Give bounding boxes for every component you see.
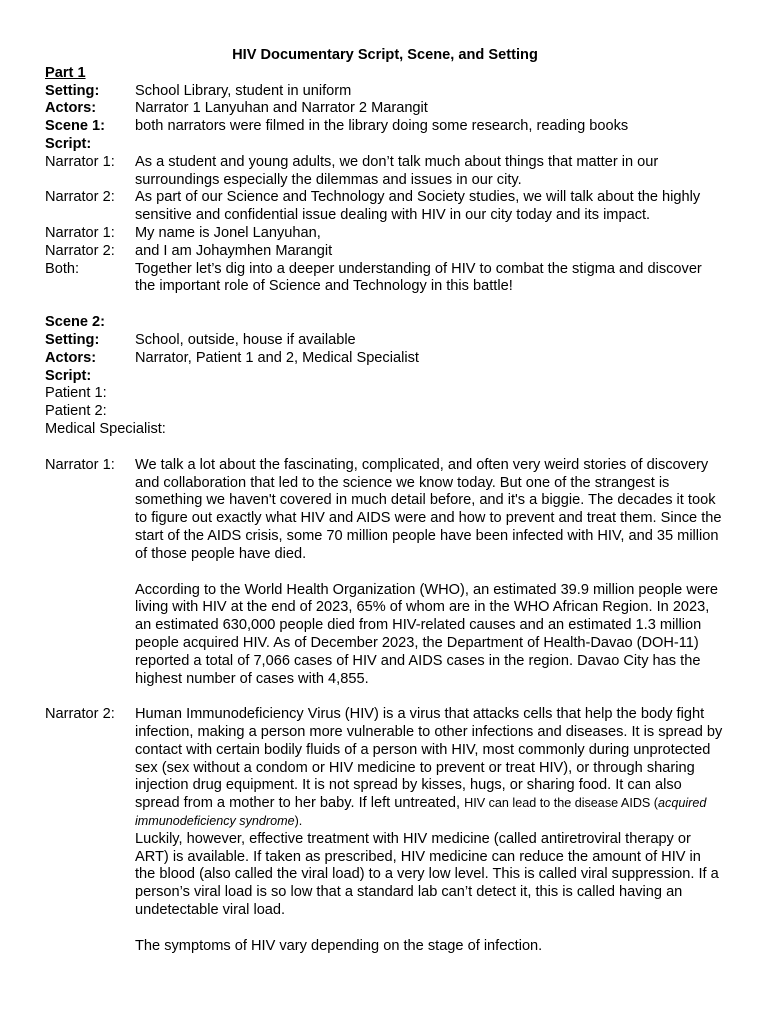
speaker-label: Narrator 2:	[45, 706, 115, 723]
line-text: As a student and young adults, we don’t talk much about things that matter in our surroundings especially the dilemmas and issues in our city.	[135, 153, 659, 188]
line-text: As part of our Science and Technology and Society studies, we will talk about the highly sensitive and confidential issue dealing with HIV in our city today and its impact.	[135, 189, 701, 224]
setting-text: School, outside, house if available	[135, 331, 356, 348]
paragraph: Luckily, however, effective treatment with HIV medicine (called antiretroviral therapy or ART) is available. If taken as prescribed, HIV medicine can reduce the amount of HIV in the blood (also called the viral load) to a very low level. This is called viral suppression. If a person’s viral load is so low that a standard lab can’t detect it, this is called having an undetectable viral load.	[135, 830, 719, 919]
spacer	[45, 296, 725, 314]
line-text: My name is Jonel Lanyuhan,	[135, 224, 321, 241]
paragraph	[135, 706, 725, 831]
script-line	[45, 261, 725, 297]
scene2-label: Scene 2:	[45, 314, 106, 331]
part1-script-row	[45, 136, 725, 154]
scene2-actors-row	[45, 350, 725, 368]
spacer	[45, 439, 725, 457]
setting-label: Setting:	[45, 331, 100, 348]
speaker-label: Narrator 1:	[45, 153, 115, 170]
script-line	[45, 154, 725, 190]
part1-heading: Part 1	[45, 64, 86, 81]
document-page	[45, 47, 725, 956]
part1-setting-row	[45, 83, 725, 101]
paragraph-main: Human Immunodeficiency Virus (HIV) is a virus that attacks cells that help the body fight infection, making a person more vulnerable to other infections and diseases. It is spread by contact with certain bodily fluids of a person with HIV, most commonly during unprotected sex (sex without a condom or HIV medicine to prevent or treat HIV), or through sharing injection drug equipment. It is not spread by kisses, hugs, or sharing food. It can also spread from a mother to her baby. If left untreated,	[135, 706, 723, 812]
setting-label: Setting:	[45, 82, 100, 99]
scene2-setting-row	[45, 332, 725, 350]
speaker-label: Narrator 1:	[45, 224, 115, 241]
line-text: Together let’s dig into a deeper understanding of HIV to combat the stigma and discover the important role of Science and Technology in this battle!	[135, 260, 702, 295]
narrator1-text	[135, 457, 725, 689]
actors-label: Actors:	[45, 100, 97, 117]
document-title: HIV Documentary Script, Scene, and Setting	[232, 47, 538, 63]
part1-actors-row	[45, 100, 725, 118]
part1-scene-row	[45, 118, 725, 136]
patient1-label: Patient 1:	[45, 385, 107, 402]
paragraph-end: ).	[294, 814, 303, 829]
scene-text: both narrators were filmed in the library doing some research, reading books	[135, 118, 629, 135]
actors-text: Narrator 1 Lanyuhan and Narrator 2 Marangit	[135, 100, 428, 117]
script-line	[45, 243, 725, 261]
paragraph-small: HIV can lead to the disease AIDS (	[464, 796, 659, 811]
paragraph: We talk a lot about the fascinating, complicated, and often very weird stories of discovery and collaboration that led to the science we know today. But one of the strangest is something we haven't covered in much detail before, and it's a biggie. The decades it took to figure out exactly what HIV and AIDS were and how to prevent and treat them. Since the start of the AIDS crisis, some 70 million people have been infected with HIV, and 35 million of those people have died.	[135, 456, 722, 562]
narrator1-block	[45, 457, 725, 689]
spacer	[135, 564, 725, 582]
spacer	[135, 920, 725, 938]
narrator2-block	[45, 706, 725, 955]
paragraph-italic: acquired immunodeficiency syndrome	[135, 796, 707, 829]
script-label: Script:	[45, 135, 92, 152]
script-line	[45, 189, 725, 225]
speaker-label: Both:	[45, 260, 80, 277]
scene2-script-label: Script:	[45, 367, 92, 384]
script-line	[45, 225, 725, 243]
scene-label: Scene 1:	[45, 118, 106, 135]
actors-text: Narrator, Patient 1 and 2, Medical Specialist	[135, 349, 419, 366]
narrator2-text	[135, 706, 725, 955]
speaker-label: Narrator 1:	[45, 456, 115, 473]
speaker-label: Narrator 2:	[45, 242, 115, 259]
actors-label: Actors:	[45, 349, 97, 366]
spacer	[45, 688, 725, 706]
patient2-label: Patient 2:	[45, 403, 107, 420]
specialist-label: Medical Specialist:	[45, 420, 166, 437]
speaker-label: Narrator 2:	[45, 189, 115, 206]
setting-text: School Library, student in uniform	[135, 82, 352, 99]
paragraph: The symptoms of HIV vary depending on the stage of infection.	[135, 937, 543, 954]
line-text: and I am Johaymhen Marangit	[135, 242, 333, 259]
paragraph: According to the World Health Organization (WHO), an estimated 39.9 million people were living with HIV at the end of 2023, 65% of whom are in the WHO African Region. In 2023, an estimated 630,000 people died from HIV-related causes and an estimated 1.3 million people acquired HIV. As of December 2023, the Department of Health-Davao (DOH-11) reported a total of 7,066 cases of HIV and AIDS cases in the region. Davao City has the highest number of cases with 4,855.	[135, 581, 718, 687]
